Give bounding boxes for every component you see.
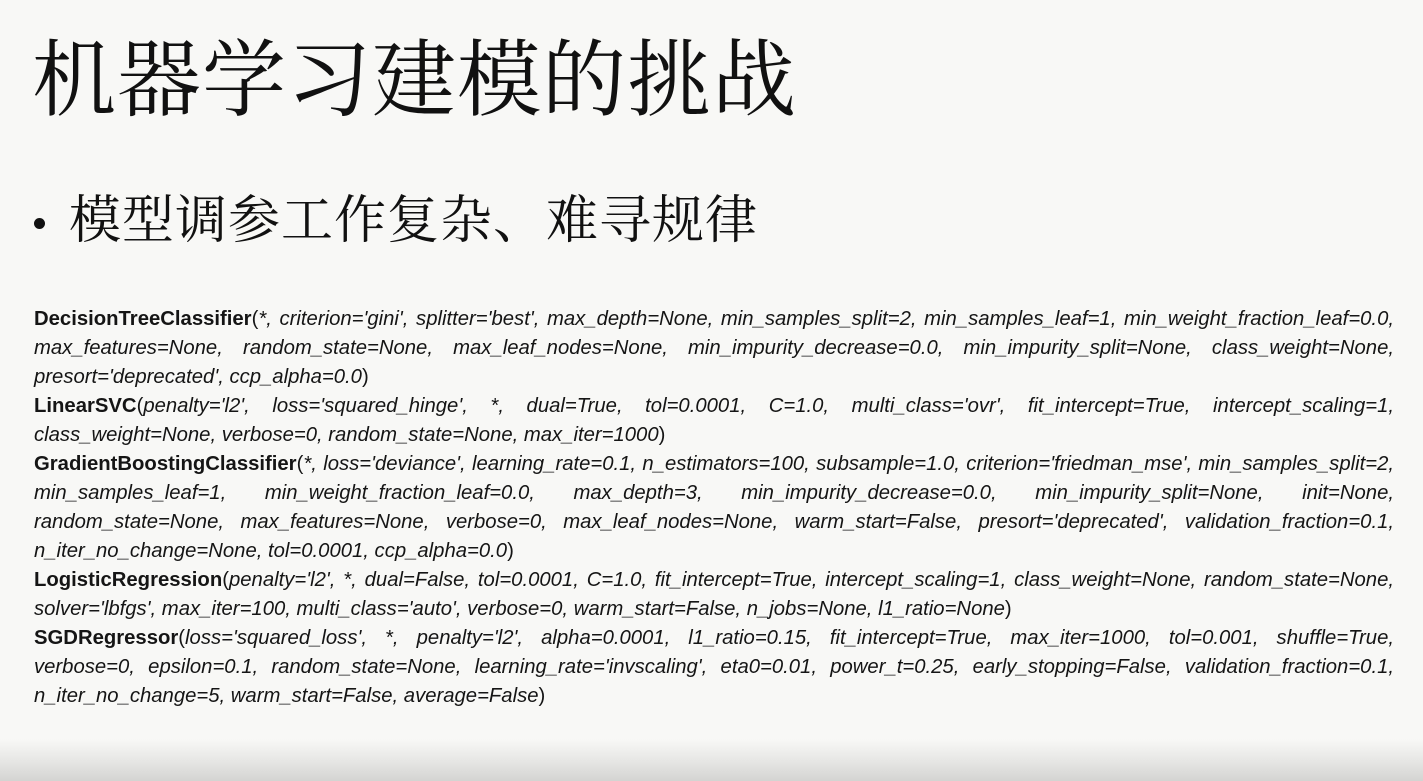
bullet-item [34,188,758,254]
parameter-list: penalty='l2', *, dual=False, tol=0.0001, C=1.0, fit_intercept=True, intercept_scaling=1, class_weight=None, random_state=None, solver='lbfgs', max_iter=100, multi_class='auto', verbose=0, warm_start=False, n_jobs=None, l1_ratio=None [34,569,1394,620]
class-name: DecisionTreeClassifier [34,308,252,330]
close-paren: ) [507,540,514,562]
open-paren: ( [178,627,186,649]
parameter-list: penalty='l2', loss='squared_hinge', *, dual=True, tol=0.0001, C=1.0, multi_class='ovr', fit_intercept=True, intercept_scaling=1, class_weight=None, verbose=0, random_state=None, max_iter=1000 [34,395,1394,446]
close-paren: ) [658,424,666,446]
open-paren: ( [222,569,229,591]
parameter-list: *, loss='deviance', learning_rate=0.1, n_estimators=100, subsample=1.0, criterion='friedman_mse', min_samples_split=2, min_samples_leaf=1, min_weight_fraction_leaf=0.0, max_depth=3, min_impurity_decrease=0.0, min_impurity_split=None, init=None, random_state=None, max_features=None, verbose=0, max_leaf_nodes=None, warm_start=False, presort='deprecated', validation_fraction=0.1, n_iter_no_change=None, tol=0.0001, ccp_alpha=0.0 [34,453,1394,562]
bullet-text: 模型调参工作复杂、难寻规律 [69,191,759,251]
open-paren: ( [296,453,304,475]
open-paren: ( [251,308,259,330]
api-entry-linear-svc [34,392,1394,450]
api-entry-sgd-regressor [34,624,1394,711]
api-entry-decision-tree [34,305,1394,392]
class-name: SGDRegressor [34,627,179,649]
class-name: LogisticRegression [34,569,223,591]
api-signatures [34,305,1394,711]
open-paren: ( [136,395,144,417]
bottom-shade-bar [0,739,1423,781]
close-paren: ) [361,366,369,388]
parameter-list: *, criterion='gini', splitter='best', max_depth=None, min_samples_split=2, min_samples_leaf=1, min_weight_fraction_leaf=0.0, max_features=None, random_state=None, max_leaf_nodes=None, min_impurity_decrease=0.0, min_impurity_split=None, class_weight=None, presort='deprecated', ccp_alpha=0.0 [34,308,1394,388]
slide-title: 机器学习建模的挑战 [32,31,798,129]
class-name: GradientBoostingClassifier [34,453,297,475]
class-name: LinearSVC [34,395,137,417]
api-entry-logistic-regression [34,566,1394,624]
bullet-dot-icon [34,218,45,229]
api-entry-gradient-boosting [34,450,1394,566]
close-paren: ) [1004,598,1012,620]
parameter-list: loss='squared_loss', *, penalty='l2', alpha=0.0001, l1_ratio=0.15, fit_intercept=True, max_iter=1000, tol=0.001, shuffle=True, verbose=0, epsilon=0.1, random_state=None, learning_rate='invscaling', eta0=0.01, power_t=0.25, early_stopping=False, validation_fraction=0.1, n_iter_no_change=5, warm_start=False, average=False [34,627,1394,707]
close-paren: ) [538,685,546,707]
